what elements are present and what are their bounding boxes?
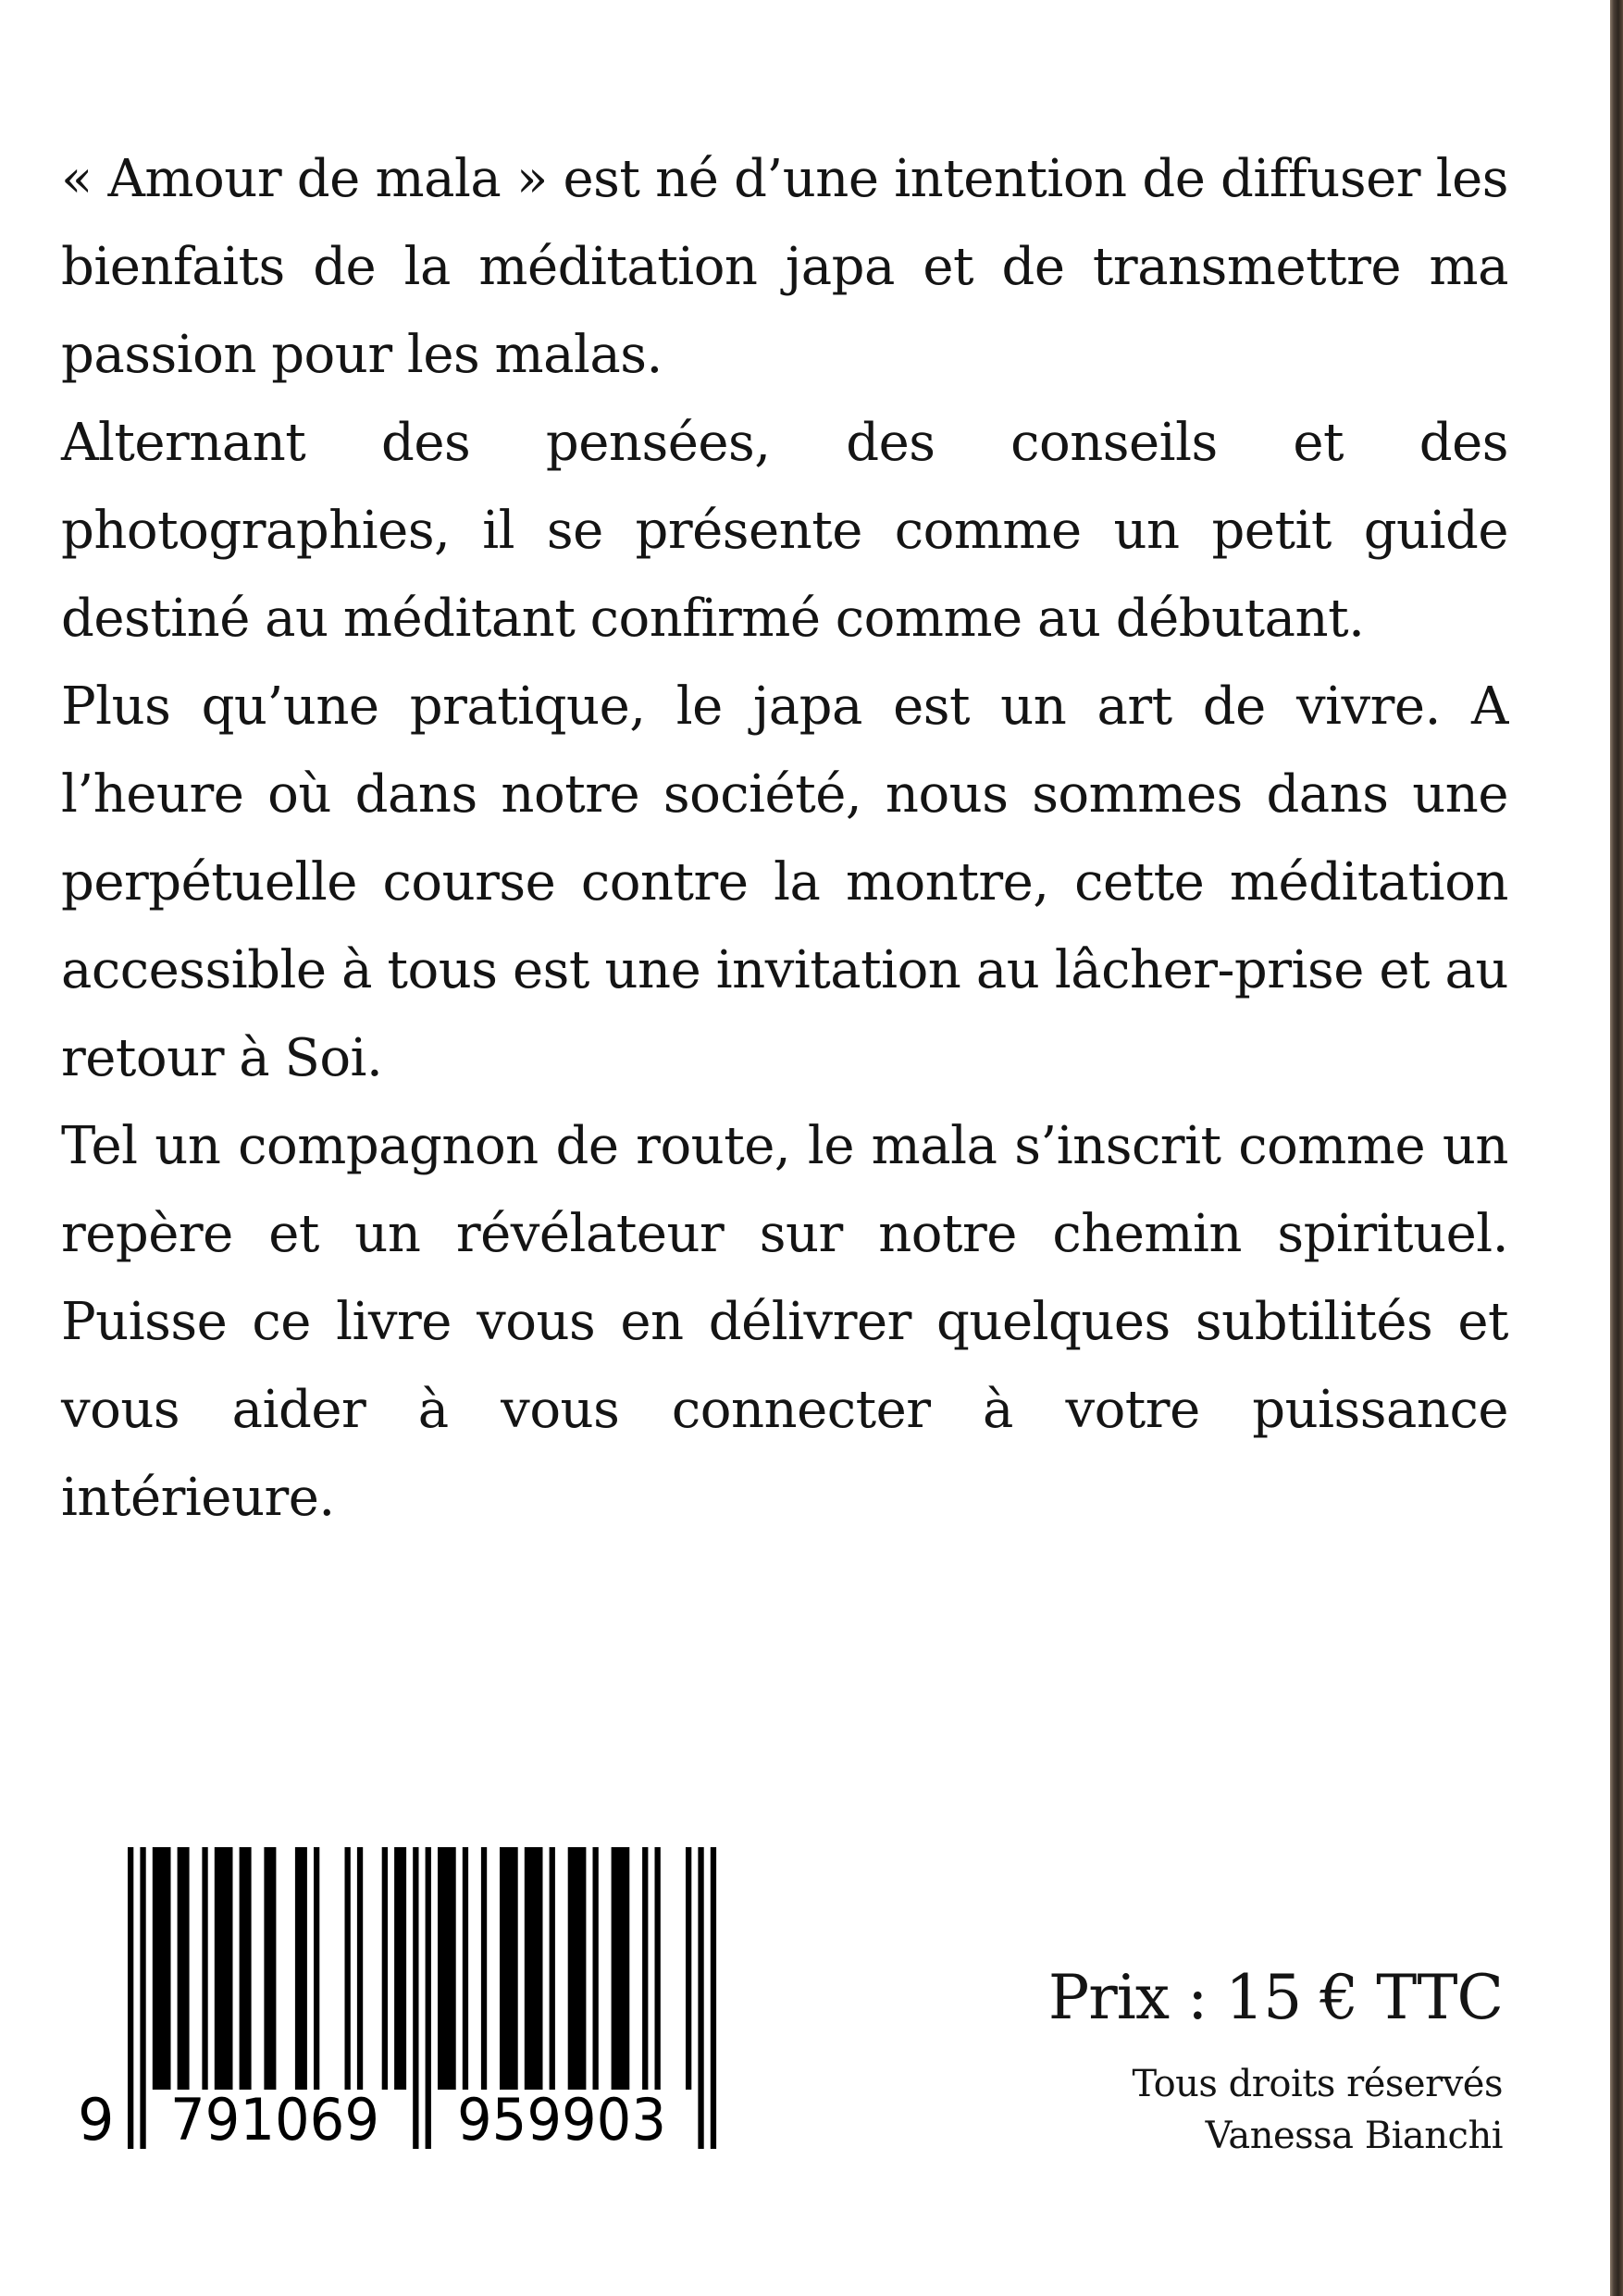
blurb-paragraph-2: Alternant des pensées, des conseils et des photographies, il se présente comme un petit guide destiné au méditant confirmé comme au débutant. xyxy=(61,413,1508,649)
spine-edge-strip xyxy=(1610,0,1623,2296)
barcode-first-digit: 9 xyxy=(78,2086,115,2153)
barcode-bar xyxy=(438,1847,456,2090)
author-name: Vanessa Bianchi xyxy=(1205,2115,1503,2157)
barcode-bar xyxy=(178,1847,190,2090)
barcode-bar xyxy=(593,1847,599,2090)
barcode-right-digits: 959903 xyxy=(457,2086,666,2153)
barcode-bar xyxy=(382,1847,388,2090)
barcode-guard-bar xyxy=(413,1847,418,2149)
barcode-bar xyxy=(612,1847,630,2090)
back-cover-blurb xyxy=(61,135,1508,1542)
barcode-bar xyxy=(153,1847,171,2090)
barcode-graphic xyxy=(74,1842,731,2153)
barcode-left-digits: 791069 xyxy=(170,2086,379,2153)
copyright-block xyxy=(1133,2058,1504,2162)
barcode-bar xyxy=(500,1847,518,2090)
barcode-bar xyxy=(314,1847,319,2090)
barcode-bar xyxy=(345,1847,351,2090)
barcode-guard-bar xyxy=(128,1847,133,2149)
barcode-bar xyxy=(215,1847,233,2090)
barcode-bar xyxy=(202,1847,207,2090)
barcode-bar xyxy=(568,1847,587,2090)
price-label: Prix : 15 € TTC xyxy=(1047,1962,1503,2033)
blurb-paragraph-1: « Amour de mala » est né d’une intention de diffuser les bienfaits de la méditation japa et de transmettre ma passion pour les malas. xyxy=(61,149,1508,385)
barcode-bar xyxy=(686,1847,691,2090)
barcode-bar xyxy=(357,1847,363,2090)
barcode-guard-bar xyxy=(698,1847,703,2149)
barcode-bar xyxy=(394,1847,406,2090)
barcode-bar xyxy=(264,1847,276,2090)
barcode-bar xyxy=(550,1847,555,2090)
barcode-bar xyxy=(655,1847,661,2090)
isbn-barcode xyxy=(74,1842,731,2153)
blurb-paragraph-4: Tel un compagnon de route, le mala s’inscrit comme un repère et un révélateur sur notre chemin spirituel. Puisse ce livre vous en délivrer quelques subtilités et vous aider à vous connecter à votre puissance intérieure. xyxy=(61,1116,1508,1528)
barcode-bar xyxy=(295,1847,307,2090)
rights-reserved-text: Tous droits réservés xyxy=(1132,2063,1503,2105)
barcode-bar xyxy=(240,1847,252,2090)
barcode-guard-bar xyxy=(711,1847,716,2149)
barcode-bar xyxy=(642,1847,648,2090)
blurb-paragraph-3: Plus qu’une pratique, le japa est un art de vivre. A l’heure où dans notre société, nous sommes dans une perpétuelle course contre la montre, cette méditation accessible à tous est une invitation au lâcher-prise et au retour à Soi. xyxy=(61,676,1508,1088)
barcode-bar xyxy=(481,1847,487,2090)
barcode-bar xyxy=(463,1847,468,2090)
barcode-bar xyxy=(525,1847,543,2090)
barcode-guard-bar xyxy=(140,1847,145,2149)
barcode-guard-bar xyxy=(426,1847,431,2149)
